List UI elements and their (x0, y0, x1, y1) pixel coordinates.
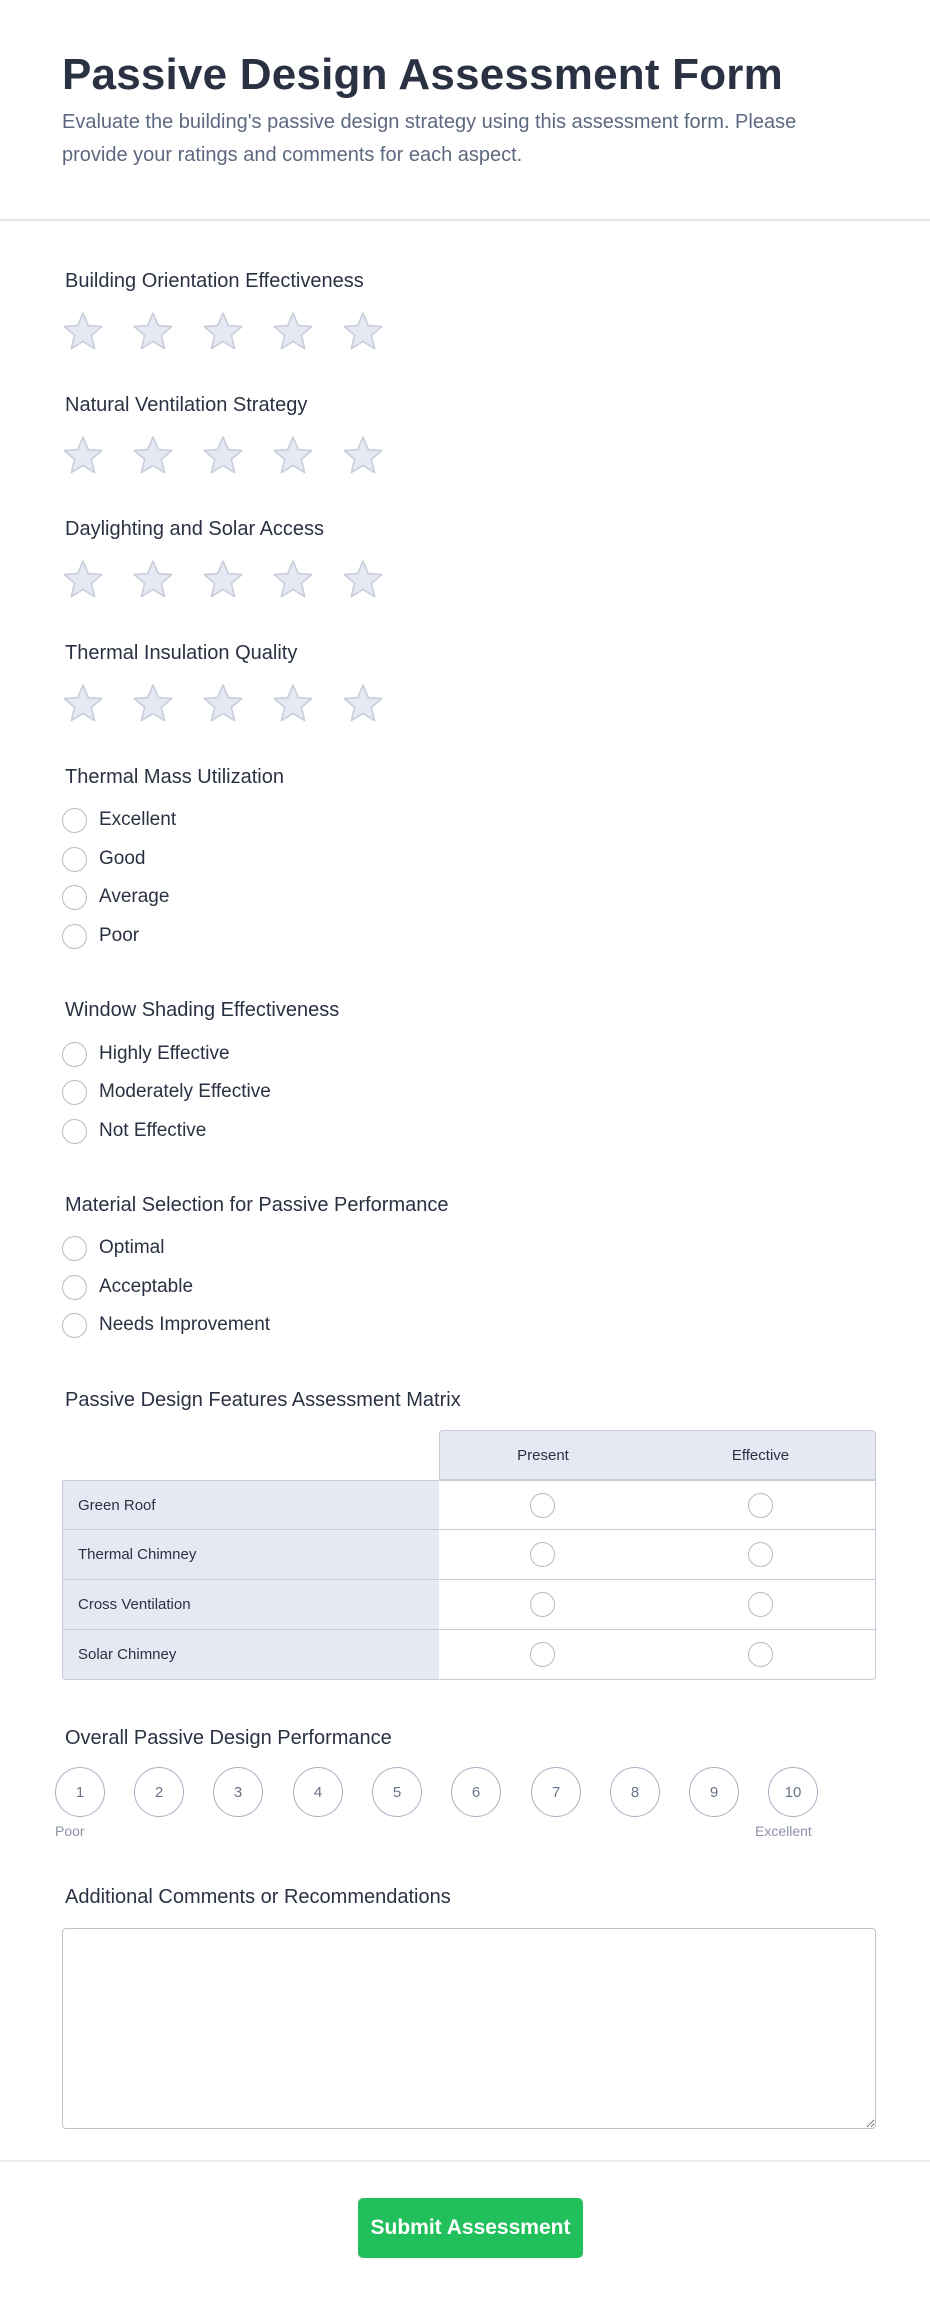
assessment-matrix (62, 1430, 876, 1681)
matrix-cell[interactable] (646, 1530, 876, 1580)
radio-label: Acceptable (99, 1276, 194, 1297)
star-icon[interactable] (342, 558, 384, 600)
question-label: Building Orientation Effectiveness (65, 270, 364, 292)
radio-button[interactable] (748, 1592, 773, 1617)
question-label: Natural Ventilation Strategy (65, 394, 308, 416)
question-label: Material Selection for Passive Performance (65, 1194, 449, 1216)
matrix-cell[interactable] (646, 1480, 876, 1530)
star-icon[interactable] (62, 310, 104, 352)
star-icon[interactable] (132, 682, 174, 724)
radio-label: Good (99, 848, 146, 869)
radio-label: Excellent (99, 809, 177, 830)
radio-button[interactable] (530, 1493, 555, 1518)
star-icon[interactable] (62, 682, 104, 724)
star-icon[interactable] (272, 682, 314, 724)
star-icon[interactable] (202, 310, 244, 352)
matrix-row-label: Green Roof (62, 1480, 440, 1530)
star-icon[interactable] (202, 558, 244, 600)
star-icon[interactable] (202, 682, 244, 724)
radio-button[interactable] (62, 808, 87, 833)
question-label: Window Shading Effectiveness (65, 999, 340, 1021)
radio-button[interactable] (530, 1542, 555, 1567)
star-icon[interactable] (272, 558, 314, 600)
radio-button[interactable] (62, 1313, 87, 1338)
page-title: Passive Design Assessment Form (62, 50, 783, 99)
radio-button[interactable] (62, 1042, 87, 1067)
radio-label: Highly Effective (99, 1043, 230, 1064)
scale-option-3[interactable]: 3 (213, 1767, 263, 1817)
submit-button[interactable]: Submit Assessment (358, 2198, 583, 2258)
radio-label: Not Effective (99, 1120, 207, 1141)
radio-label: Average (99, 886, 170, 907)
scale-option-5[interactable]: 5 (372, 1767, 422, 1817)
radio-label: Needs Improvement (99, 1314, 271, 1335)
question-label: Daylighting and Solar Access (65, 518, 325, 540)
matrix-column-header: Effective (646, 1430, 876, 1480)
radio-label: Optimal (99, 1237, 165, 1258)
star-icon[interactable] (342, 310, 384, 352)
star-icon[interactable] (272, 310, 314, 352)
scale-option-6[interactable]: 6 (451, 1767, 501, 1817)
radio-label: Moderately Effective (99, 1081, 271, 1102)
star-icon[interactable] (132, 558, 174, 600)
radio-button[interactable] (748, 1642, 773, 1667)
scale-min-caption: Poor (55, 1823, 85, 1839)
question-label: Additional Comments or Recommendations (65, 1886, 451, 1908)
question-label: Overall Passive Design Performance (65, 1727, 392, 1749)
radio-button[interactable] (62, 1080, 87, 1105)
page-description: Evaluate the building's passive design strategy using this assessment form. Please provide your ratings and comments for each aspect. (62, 111, 797, 166)
question-label: Passive Design Features Assessment Matrix (65, 1389, 461, 1411)
radio-button[interactable] (748, 1493, 773, 1518)
star-icon[interactable] (342, 434, 384, 476)
matrix-row-label: Thermal Chimney (62, 1530, 440, 1580)
radio-label: Poor (99, 925, 140, 946)
star-icon[interactable] (272, 434, 314, 476)
matrix-cell[interactable] (439, 1480, 647, 1530)
scale-option-9[interactable]: 9 (689, 1767, 739, 1817)
star-icon[interactable] (342, 682, 384, 724)
scale-max-caption: Excellent (755, 1823, 812, 1839)
radio-button[interactable] (62, 1275, 87, 1300)
form-header (0, 0, 930, 221)
star-icon[interactable] (132, 434, 174, 476)
matrix-column-header: Present (439, 1430, 647, 1480)
star-icon[interactable] (132, 310, 174, 352)
matrix-row-label: Solar Chimney (62, 1630, 440, 1680)
scale-option-8[interactable]: 8 (610, 1767, 660, 1817)
radio-button[interactable] (62, 1119, 87, 1144)
radio-button[interactable] (530, 1642, 555, 1667)
scale-option-10[interactable]: 10 (768, 1767, 818, 1817)
footer-divider (0, 2160, 930, 2162)
matrix-cell[interactable] (646, 1580, 876, 1630)
scale-option-1[interactable]: 1 (55, 1767, 105, 1817)
star-icon[interactable] (62, 558, 104, 600)
scale-option-2[interactable]: 2 (134, 1767, 184, 1817)
radio-button[interactable] (62, 924, 87, 949)
radio-button[interactable] (748, 1542, 773, 1567)
scale-option-7[interactable]: 7 (531, 1767, 581, 1817)
star-icon[interactable] (202, 434, 244, 476)
matrix-cell[interactable] (439, 1580, 647, 1630)
matrix-cell[interactable] (646, 1630, 876, 1680)
question-label: Thermal Insulation Quality (65, 642, 298, 664)
scale-option-4[interactable]: 4 (293, 1767, 343, 1817)
comments-textarea[interactable] (62, 1928, 876, 2129)
radio-button[interactable] (62, 1236, 87, 1261)
matrix-cell[interactable] (439, 1630, 647, 1680)
question-label: Thermal Mass Utilization (65, 766, 284, 788)
matrix-cell[interactable] (439, 1530, 647, 1580)
matrix-row-label: Cross Ventilation (62, 1580, 440, 1630)
star-icon[interactable] (62, 434, 104, 476)
radio-button[interactable] (62, 885, 87, 910)
radio-button[interactable] (62, 847, 87, 872)
radio-button[interactable] (530, 1592, 555, 1617)
